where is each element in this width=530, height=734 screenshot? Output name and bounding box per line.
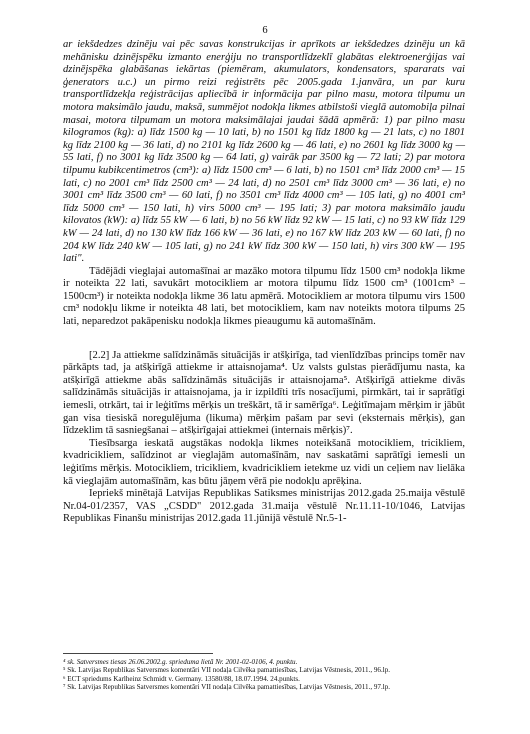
footnotes (63, 658, 465, 692)
paragraph-conclusion: Tādējādi vieglajai automašīnai ar mazāko motora tilpumu līdz 1500 cm³ nodokļa likme ir noteikta 22 lati, savukārt motocikliem ar motora tilpumu līdz 1500 cm³ (1001cm³ – 1500cm³) ir noteikta nodokļa likme 36 latu apmērā. Motocikliem ar motora tilpumu virs 1500 cm³ nodokļu likme ir noteikta 48 lati, bet motocikliem, kam nav noteikts motora tilpums 25 lati, neparedzot pakāpenisku nodokļa likmes pieaugumu kā automašīnām. (63, 265, 465, 328)
paragraph-ombudsman-view: Tiesībsarga ieskatā augstākas nodokļa likmes noteikšanā motocikliem, tricikliem, kvadricikliem, salīdzinot ar vieglajām automašīnām, nav saskatāmi saprātīgi iemesli un leģitīms mērķis. Motocikliem, tricikliem, kvadricikliem ietekme uz vidi un ceļiem nav lielāka kā vieglajām automašīnām, kas būtu jāņem vērā pie nodokļu aprēķina. (63, 437, 465, 487)
quoted-law-paragraph: ar iekšdedzes dzinēju vai pēc savas konstrukcijas ir aprīkots ar iekšdedzes dzinēju un kā mehānisku dzinējspēku izmanto enerģiju no transportlīdzeklī glabātas elektroenerģijas vai dzinējspēka glabāšanas iekārtas (piemēram, akumulators, kondensators, spararats vai ģenerators u.c.) un pirmo reizi reģistrēts pēc 2005.gada 1.janvāra, un par kuru transportlīdzekļa reģistrācijas apliecībā ir informācija par pilno masu, motora tilpumu un motora maksimālo jaudu, maksā, summējot nodokļa likmes atbilstoši vieglā automobiļa pilnai masai, motora tilpumam un motora maksimālajai jaudai šādā apmērā: 1) par pilno masu kilogramos (kg): a) līdz 1500 kg — 10 lati, b) no 1501 kg līdz 1800 kg — 21 lats, c) no 1801 kg līdz 2100 kg — 36 lati, d) no 2101 kg līdz 2600 kg — 46 lati, e) no 2601 kg līdz 3000 kg — 55 lati, f) no 3001 kg līdz 3500 kg — 64 lati, g) vairāk par 3500 kg — 72 lati; 2) par motora tilpumu kubikcentimetros (cm³): a) līdz 1500 cm³ — 6 lati, b) no 1501 cm³ līdz 2000 cm³ — 15 lati, c) no 2001 cm³ līdz 2500 cm³ — 24 lati, d) no 2501 cm³ līdz 3000 cm³ — 36 lati, e) no 3001 cm³ līdz 3500 cm³ — 60 lati, f) no 3501 cm³ līdz 4000 cm³ — 105 lati, g) no 4001 cm³ līdz 5000 cm³ — 150 lati, h) virs 5000 cm³ — 195 lati; 3) par motora maksimālo jaudu kilovatos (kW): a) līdz 55 kW — 6 lati, b) no 56 kW līdz 92 kW — 15 lati, c) no 93 kW līdz 129 kW — 24 lati, d) no 130 kW līdz 166 kW — 36 lati, e) no 167 kW līdz 203 kW — 60 lati, f) no 204 kW līdz 240 kW — 105 lati, g) no 241 kW līdz 300 kW — 150 lati, h) virs 300 kW — 195 lati". (63, 39, 465, 265)
footnote-separator (63, 653, 213, 654)
footnote-7: ⁷ Sk. Latvijas Republikas Satversmes komentāri VII nodaļa Cilvēka pamattiesības, Latvijas Vēstnesis, 2011., 97.lp. (63, 683, 391, 692)
footnote-4: ⁴ sk. Satversmes tiesas 26.06.2002.g. sprieduma lietā Nr. 2001-02-0106, 4. punktu. (63, 658, 298, 666)
main-text (63, 39, 465, 526)
footnote-5: ⁵ Sk. Latvijas Republikas Satversmes komentāri VII nodaļa Cilvēka pamattiesības, Latvijas Vēstnesis, 2011., 96.lp. (63, 666, 391, 675)
paragraph-letters: Iepriekš minētajā Latvijas Republikas Satiksmes ministrijas 2012.gada 25.maija vēstulē Nr.04-01/2357, VAS „CSDD" 2012.gada 31.maija vēstulē Nr.11.11-10/1046, Latvijas Republikas Finanšu ministrijas 2012.gada 11.jūnijā vēstulē Nr.5-1- (63, 488, 465, 525)
page-number: 6 (262, 25, 268, 36)
paragraph-2-2: [2.2] Ja attiekme salīdzināmās situācijās ir atšķirīga, tad vienlīdzības princips tomēr nav pārkāpts tad, ja atšķirīgā attiekme ir attaisnojama⁴. Uz valsts gulstas pierādījumu nasta, ka atšķirīgā attiekme abās salīdzināmās situācijās ir attaisnojama⁵. Atšķirīgā attiekme divās salīdzināmās situācijās ir attaisnojama, ja ir izpildīti trīs nosacījumi, pirmkārt, tai ir saprātīgi iemesli, otrkārt, tai ir leģitīms mērķis un treškārt, tā ir samērīga⁶. Leģitīmajam mērķim ir jābūt gan visa tiesiskā noregulējuma (likuma) mērķim pašam par sevi (eksternais mērķis), gan līdzeklim tā sasniegšanai – atšķirīgajai attiekmei (internais mērķis)⁷. (63, 349, 465, 437)
footnote-6: ⁶ ECT spriedums Karlheinz Schmidt v. Germany. 13580/88, 18.07.1994. 24.punkts. (63, 674, 300, 683)
